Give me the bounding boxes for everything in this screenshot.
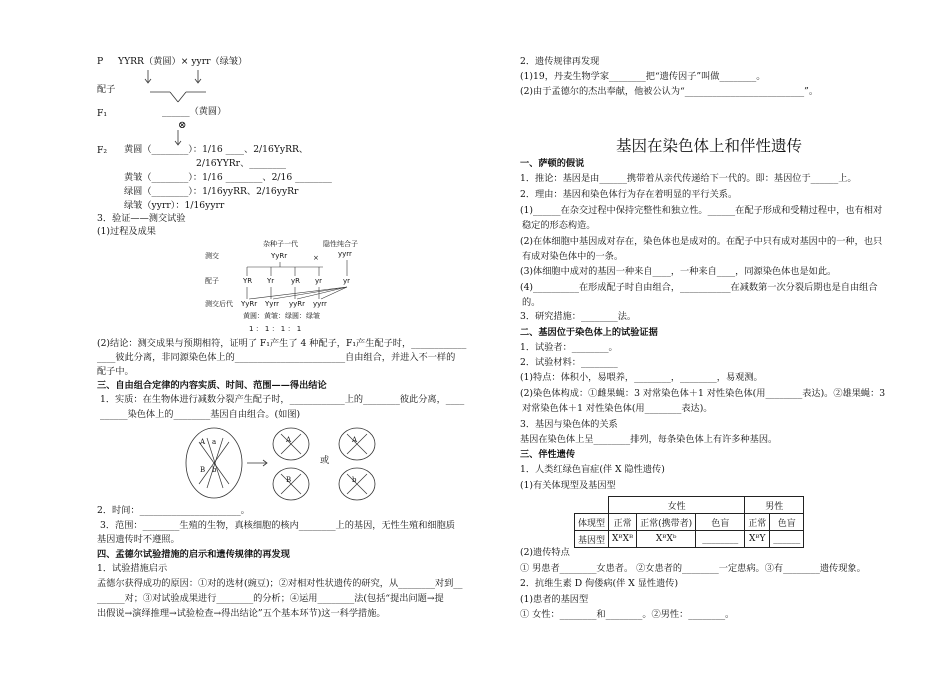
parent1-label: 杂种子一代 [263,240,298,248]
female-header: 女性 [609,497,745,514]
h1-line: 3．研究措施：________法。 [520,311,637,322]
h3-line: (1)患者的基因型 [520,594,589,605]
h3-line: ① 女性：________和________。②男性：________。 [520,609,735,620]
table-cell: XᴮXᵇ [637,531,696,548]
offspring: yyrr [313,300,327,308]
gamete: yr [343,277,351,285]
times-sign: × [313,254,319,262]
parent2-label: 隐性纯合子 [323,240,358,248]
rediscovery-line: (1)19，丹麦生物学家________把“遗传因子”叫做________。 [520,71,766,82]
s4-line: ______对；③对试验成果进行________的分析；④运用________法(包括“提出问题→提 [97,593,444,604]
conclusion-line: 配子中。 [97,366,134,377]
h2-line: 2．试验材料：________ [520,357,618,368]
conclusion-line: (2)结论：测交成果与预期相符，证明了 F₁产生了 4 种配子，F₁产生配子时，____________ [97,338,467,349]
or-label: 或 [320,455,330,466]
table-cell: 正常 [745,514,770,531]
rediscovery-line: 2．遗传规律再发现 [520,56,600,67]
table-row [575,514,804,531]
row-label: 基因型 [575,531,609,548]
h1-line: 2．理由：基因和染色体行为存在着明显的平行关系。 [520,189,738,200]
h1-line: (4)__________在形成配子时自由组合，___________在减数第一次分裂后期也是自由组合 [520,282,878,293]
gamete-label: 配子 [97,84,116,95]
h1-line: 1．推论：基因是由______携带着从亲代传递给下一代的。即：基因位于______上。 [520,173,857,184]
gamete: yr [315,277,323,285]
s4-line: 孟德尔获得成功的原因：①对的选材(豌豆)；②对相对性状遗传的研究，从________对到__ [97,578,463,589]
section-heading: 三、伴性遗传 [520,449,576,460]
section-heading: 四、孟德尔试验措施的启示和遗传规律的再发现 [97,549,290,560]
h2-line: 对常染色体＋1 对性染色体(用________表达)。 [522,403,713,414]
table-cell: ______ [770,531,804,548]
offspring: YyRr [241,300,258,308]
scope-line: 基因遗传时不遵照。 [97,534,180,545]
h3-line: (1)有关体现型及基因型 [520,480,616,491]
h2-line: 3．基因与染色体的关系 [520,419,618,430]
f2-row: 绿圆（________）：1/16yyRR、2/16yyRr [124,186,299,197]
allele-label: B [200,466,206,474]
row-gamete: 配子 [205,277,219,285]
essence-line: 1．实质：在生物体进行减数分裂产生配子时，____________上的________彼此分离，____ [100,394,465,405]
allele-label: b [212,466,217,474]
table-cell: 色盲 [696,514,745,531]
table-cell: XᴮY [745,531,770,548]
offspring: Yyrr [265,300,280,308]
f1-label: F₁ [97,108,108,119]
allele-label: b [352,476,357,484]
h3-line: ① 男患者________女患者。 ②女患者的________一定患病。③有________遗传现象。 [520,563,866,574]
parent1-genotype: YyRr [271,252,288,260]
table-cell: XᴮXᴮ [609,531,637,548]
essence-line: ______染色体上的________基因自由组合。(如图) [100,409,301,420]
f2-row: 黄圆（________）：1/16 ____、2/16YyRR、 [124,144,309,155]
h1-line: (3)体细胞中成对的基因一种来自____，一种来自____，同源染色体也是如此。 [520,266,837,277]
gamete: Yr [267,277,275,285]
phenotype-line: 黄圆：黄皱：绿圆：绿皱 [243,312,320,320]
s4-line: 出假说→演绎推理→试验检查→得出结论”五个基本环节)这一科学措施。 [97,608,386,619]
table-row [575,497,804,514]
table-cell: 色盲 [770,514,804,531]
row-offspring: 测交后代 [205,300,233,308]
h1-line: (2)在体细胞中基因成对存在，染色体也是成对的。在配子中只有成对基因中的一种，也只 [520,236,883,247]
h3-line: 1．人类红绿色盲症(伴 X 隐性遗传) [520,464,665,475]
allele-label: A [200,438,206,446]
h1-line: (1)______在杂交过程中保持完整性和独立性。______在配子形成和受精过程中，也有相对 [520,205,883,216]
testcross-lines [205,240,375,310]
row-testcross: 测交 [205,252,219,260]
section-heading: 一、萨顿的假说 [520,158,585,169]
f2-row: 绿皱（yyrr）：1/16yyrr [124,200,225,211]
allele-label: A [286,436,292,444]
p-label: P [97,56,104,67]
h2-line: 1．试验者：________。 [520,342,618,353]
f2-label: F₂ [97,145,108,156]
table-cell: ________ [696,531,745,548]
h2-line: (1)特点：体积小，易喂养，________，________，易观测。 [520,372,763,383]
table-row [575,531,804,548]
f2-row: 2/16YYRr、________ [196,158,287,169]
cross-arrows [140,66,220,146]
allele-label: B [286,476,292,484]
h2-line: 基因在染色体上呈________排列，每条染色体上有许多种基因。 [520,434,778,445]
h1-line: 有成对染色体中的一条。 [522,251,624,262]
rediscovery-line: (2)由于孟德尔的杰出奉献，他被公认为“__________________________”。 [520,86,819,97]
h1-line: 的。 [522,297,541,308]
h2-line: (2)染色体构成：①雌果蝇：3 对常染色体＋1 对性染色体(用________表达)。②雄果蝇：3 [520,388,886,399]
page-title: 基因在染色体上和伴性遗传 [616,137,803,155]
genotype-table [574,496,804,548]
h3-line: 2．抗维生素 D 佝偻病(伴 X 显性遗传) [520,578,679,589]
h1-line: 稳定的形态构造。 [522,220,596,231]
allele-label: a [212,438,217,446]
conclusion-line: ____彼此分离，非同源染色体上的________________________自由组合，并进入不一样的 [97,352,456,363]
p-cross-text: YYRR（黄圆）× yyrr（绿皱） [118,56,248,67]
section-heading: 二、基因位于染色体上的试验证据 [520,327,658,338]
section-heading: 三、自由组合定律的内容实质、时间、范围——得出结论 [97,380,327,391]
ratio-line: 1 ： 1 ： 1 ： 1 [249,325,302,333]
offspring: yyRr [289,300,306,308]
testcross-figure [205,240,375,335]
parent2-genotype: yyrr [338,250,352,258]
table-cell: 正常 [609,514,637,531]
f2-row: 黄皱（________）：1/16 ________、2/16 ________ [124,172,332,183]
section-title: 3．验证——测交试验 [97,213,186,224]
gamete: YR [243,277,253,285]
h3-line: (2)遗传特点 [520,547,570,558]
male-header: 男性 [745,497,804,514]
row-label: 体现型 [575,514,609,531]
allele-label: A [352,436,358,444]
subsection-title: 1．试验措施启示 [97,563,168,574]
table-cell: 正常(携带者) [637,514,696,531]
scope-line: 3．范围：________生殖的生物，真核细胞的核内________上的基因，无性生殖和细胞质 [100,520,455,531]
time-line: 2．时间：______________________。 [97,505,250,516]
selfing-symbol: ⊗ [178,120,187,131]
f1-text: ______（黄圆） [162,106,227,117]
subsection-title: (1)过程及成果 [97,226,156,237]
gamete: yR [291,277,301,285]
